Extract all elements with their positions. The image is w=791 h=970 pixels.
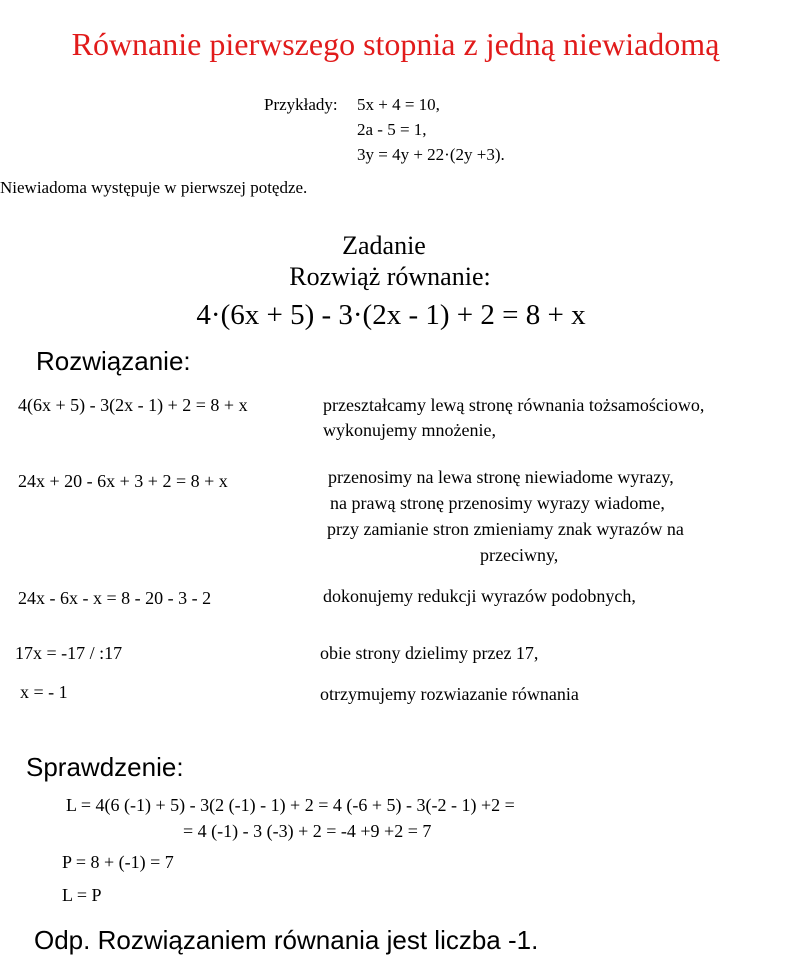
- check-line: = 4 (-1) - 3 (-3) + 2 = -4 +9 +2 = 7: [183, 821, 432, 841]
- step-equation: x = - 1: [20, 682, 68, 702]
- solution-heading: Rozwiązanie:: [36, 346, 191, 376]
- task-heading: Zadanie: [342, 231, 426, 260]
- step-comment: obie strony dzielimy przez 17,: [320, 643, 539, 663]
- step-equation: 17x = -17 / :17: [15, 643, 123, 663]
- step-comment: przy zamianie stron zmieniamy znak wyrazów na: [327, 519, 684, 539]
- note-text: Niewiadoma występuje w pierwszej potędze.: [0, 178, 308, 197]
- check-line: L = P: [62, 885, 102, 905]
- check-heading: Sprawdzenie:: [26, 752, 184, 782]
- example-item: 3y = 4y + 22·(2y +3).: [357, 145, 505, 164]
- answer-text: Odp. Rozwiązaniem równania jest liczba -1.: [34, 925, 539, 955]
- step-comment: przeciwny,: [480, 545, 559, 565]
- example-item: 2a - 5 = 1,: [357, 120, 427, 139]
- step-equation: 4(6x + 5) - 3(2x - 1) + 2 = 8 + x: [18, 395, 248, 415]
- step-comment: przeształcamy lewą stronę równania tożsamościowo,: [323, 395, 705, 415]
- examples-label: Przykłady:: [264, 95, 338, 114]
- task-instruction: Rozwiąż równanie:: [289, 262, 491, 291]
- task-equation: 4·(6x + 5) - 3·(2x - 1) + 2 = 8 + x: [196, 299, 586, 331]
- page-title: Równanie pierwszego stopnia z jedną niewiadomą: [71, 26, 720, 62]
- step-equation: 24x + 20 - 6x + 3 + 2 = 8 + x: [18, 471, 228, 491]
- example-item: 5x + 4 = 10,: [357, 95, 440, 114]
- step-comment: na prawą stronę przenosimy wyrazy wiadome,: [330, 493, 665, 513]
- step-comment: wykonujemy mnożenie,: [323, 420, 496, 440]
- check-line: P = 8 + (-1) = 7: [62, 852, 174, 872]
- step-comment: przenosimy na lewa stronę niewiadome wyrazy,: [328, 467, 674, 487]
- step-comment: otrzymujemy rozwiazanie równania: [320, 684, 579, 704]
- step-comment: dokonujemy redukcji wyrazów podobnych,: [323, 586, 636, 606]
- step-equation: 24x - 6x - x = 8 - 20 - 3 - 2: [18, 588, 212, 608]
- check-line: L = 4(6 (-1) + 5) - 3(2 (-1) - 1) + 2 = 4 (-6 + 5) - 3(-2 - 1) +2 =: [66, 795, 515, 815]
